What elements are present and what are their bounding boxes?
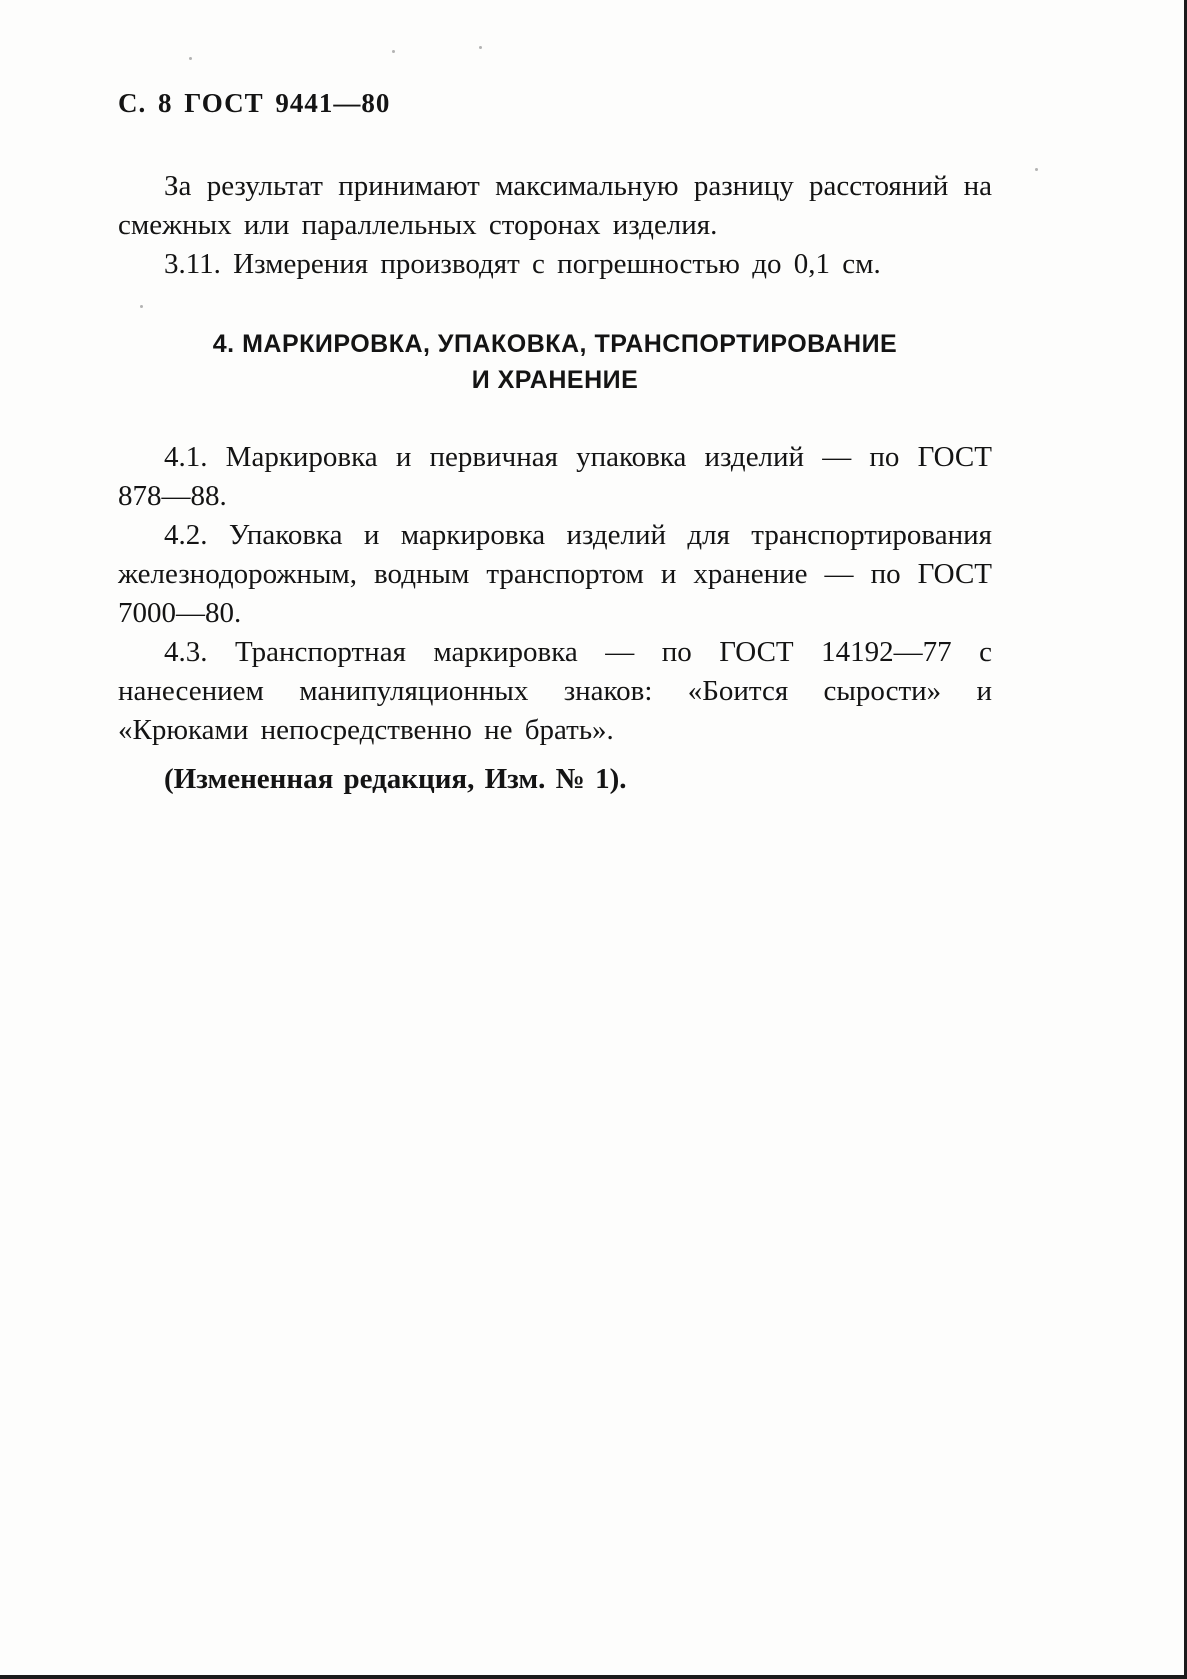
scan-speck: [1035, 168, 1038, 171]
amendment-note: (Измененная редакция, Изм. № 1).: [164, 763, 627, 795]
scan-speck: [140, 305, 143, 308]
paragraph-3-11: 3.11. Измерения производят с погрешностью до 0,1 см.: [164, 248, 881, 280]
section-heading: [118, 326, 992, 398]
paragraph-result: За результат принимают максимальную разницу расстояний на смежных или параллельных сторонах изделия.: [118, 170, 992, 241]
page-header: С. 8 ГОСТ 9441—80: [118, 88, 391, 118]
scan-speck: [479, 46, 482, 49]
paragraph-4-2: 4.2. Упаковка и маркировка изделий для транспортирования железнодорожным, водным транспортом и хранение — по ГОСТ 7000—80.: [118, 519, 992, 629]
page-content: [118, 88, 992, 799]
scan-speck: [189, 57, 192, 60]
paragraph-4-1: 4.1. Маркировка и первичная упаковка изделий — по ГОСТ 878—88.: [118, 441, 992, 512]
scan-speck: [392, 50, 395, 53]
paragraph-4-3: 4.3. Транспортная маркировка — по ГОСТ 14192—77 с нанесением манипуляционных знаков: «Боится сырости» и «Крюками непосредственно не брать».: [118, 636, 992, 746]
section-heading-line1: 4. МАРКИРОВКА, УПАКОВКА, ТРАНСПОРТИРОВАНИЕ: [212, 330, 898, 358]
section-heading-line2: И ХРАНЕНИЕ: [471, 366, 639, 394]
